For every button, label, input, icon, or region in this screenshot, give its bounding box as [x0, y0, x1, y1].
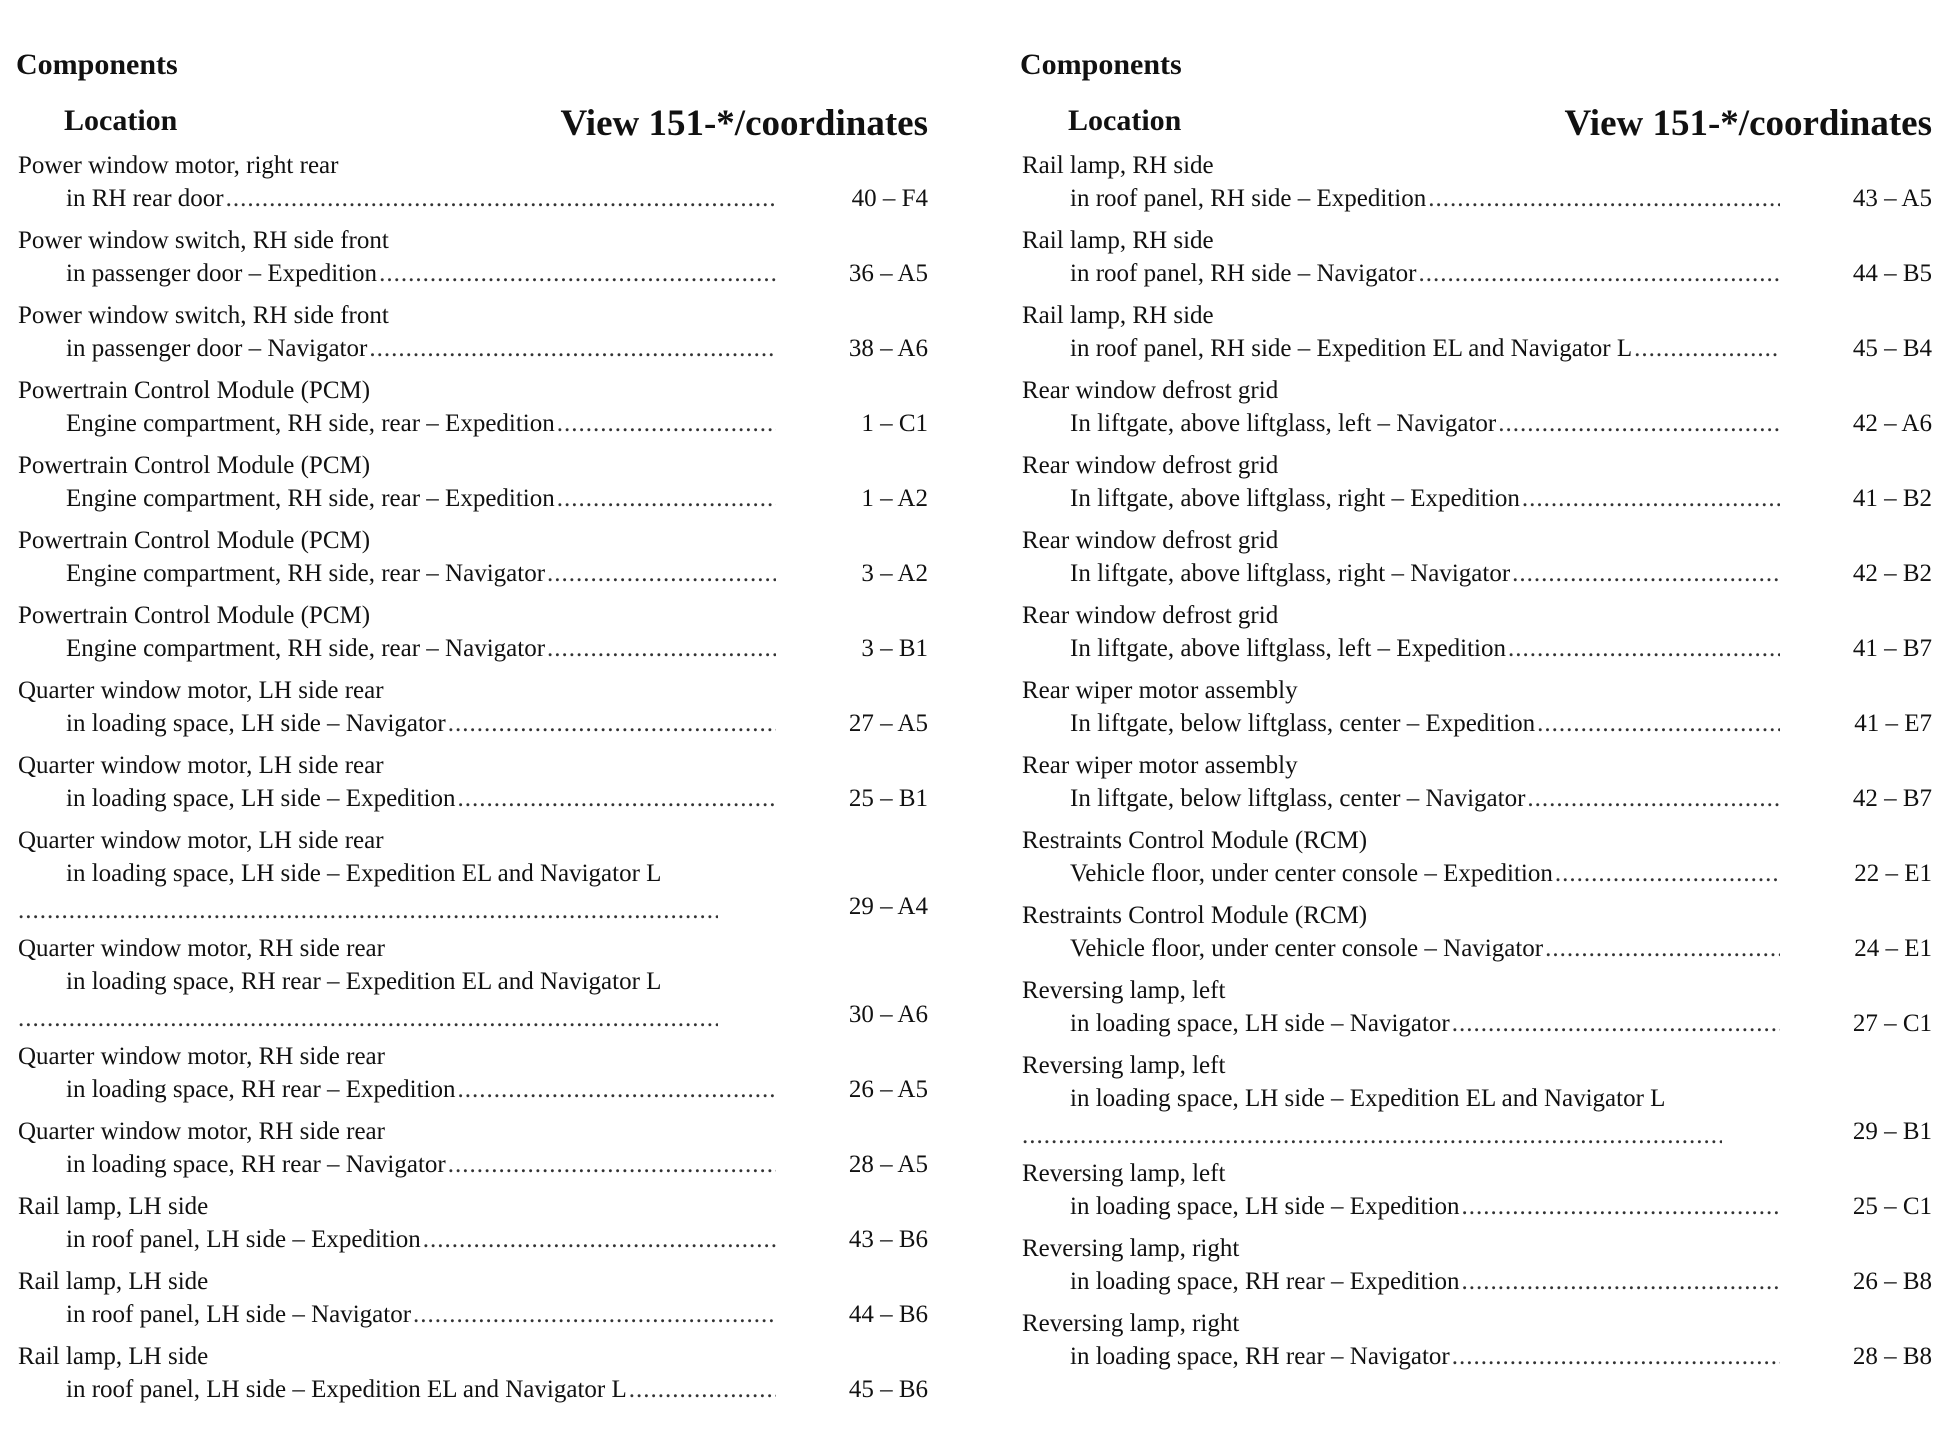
- view-coordinate: 43 – B6: [848, 1226, 928, 1253]
- component-name: Rail lamp, LH side: [18, 1343, 209, 1370]
- component-name: Quarter window motor, LH side rear: [18, 827, 384, 854]
- component-entry: [1018, 1235, 1942, 1310]
- component-entry: [1018, 1160, 1942, 1235]
- component-location: Engine compartment, RH side, rear – Navigator: [66, 560, 546, 587]
- component-entry: [14, 1118, 954, 1193]
- component-name: Rear window defrost grid: [1022, 602, 1279, 629]
- component-location: in loading space, RH rear – Navigator: [66, 1151, 446, 1178]
- component-entry: [14, 602, 954, 677]
- component-location: in loading space, RH rear – Expedition: [1070, 1268, 1460, 1295]
- component-name: Powertrain Control Module (PCM): [18, 452, 371, 479]
- component-location: in loading space, RH rear – Expedition: [66, 1076, 456, 1103]
- view-coordinate: 29 – B1: [1852, 1118, 1932, 1145]
- component-name: Reversing lamp, left: [1022, 977, 1226, 1004]
- view-coordinate: 27 – A5: [848, 710, 928, 737]
- location-header: Location: [1068, 104, 1182, 137]
- component-name: Power window switch, RH side front: [18, 227, 389, 254]
- component-location: in roof panel, RH side – Expedition: [1070, 185, 1427, 212]
- component-entry: [1018, 1310, 1942, 1385]
- component-location: in loading space, LH side – Expedition: [1070, 1193, 1460, 1220]
- component-entry: [14, 1268, 954, 1343]
- component-location: In liftgate, above liftglass, left – Navigator: [1070, 410, 1497, 437]
- view-coordinate: 26 – B8: [1852, 1268, 1932, 1295]
- component-name: Rear wiper motor assembly: [1022, 677, 1298, 704]
- view-coordinate: 42 – B2: [1852, 560, 1932, 587]
- component-location: in roof panel, LH side – Expedition EL and Navigator L: [66, 1376, 627, 1403]
- component-name: Rear window defrost grid: [1022, 527, 1279, 554]
- view-coordinate: 27 – C1: [1852, 1010, 1932, 1037]
- component-name: Rail lamp, RH side: [1022, 152, 1214, 179]
- view-coordinate: 44 – B6: [848, 1301, 928, 1328]
- component-entry: [14, 527, 954, 602]
- component-entry: [1018, 677, 1942, 752]
- component-location: in loading space, LH side – Expedition EL and Navigator L: [1070, 1085, 1666, 1112]
- component-entry: [14, 452, 954, 527]
- component-name: Reversing lamp, left: [1022, 1160, 1226, 1187]
- view-coordinate: 42 – A6: [1852, 410, 1932, 437]
- column-header: [1018, 102, 1942, 152]
- location-header: Location: [64, 104, 178, 137]
- component-entry: [1018, 302, 1942, 377]
- component-entry: [14, 1343, 954, 1418]
- component-entry: [1018, 377, 1942, 452]
- component-name: Rail lamp, LH side: [18, 1193, 209, 1220]
- view-coordinate: 40 – F4: [851, 185, 928, 212]
- component-location: in loading space, LH side – Navigator: [1070, 1010, 1450, 1037]
- component-location: in roof panel, RH side – Expedition EL and Navigator L: [1070, 335, 1633, 362]
- component-location: in passenger door – Expedition: [66, 260, 378, 287]
- view-coordinate: 1 – A2: [861, 485, 928, 512]
- component-location: Engine compartment, RH side, rear – Navigator: [66, 635, 546, 662]
- component-location: in roof panel, LH side – Navigator: [66, 1301, 412, 1328]
- component-location: In liftgate, above liftglass, left – Expedition: [1070, 635, 1506, 662]
- view-coordinate: 26 – A5: [848, 1076, 928, 1103]
- component-location: Vehicle floor, under center console – Navigator: [1070, 935, 1544, 962]
- component-location: in roof panel, LH side – Expedition: [66, 1226, 421, 1253]
- component-list: [1018, 152, 1942, 1385]
- view-coordinate: 41 – B7: [1852, 635, 1932, 662]
- component-entry: [14, 377, 954, 452]
- view-coordinate: 22 – E1: [1854, 860, 1932, 887]
- view-coordinate: 41 – B2: [1852, 485, 1932, 512]
- component-name: Rear window defrost grid: [1022, 377, 1279, 404]
- component-name: Rear wiper motor assembly: [1022, 752, 1298, 779]
- view-coordinate: 1 – C1: [861, 410, 928, 437]
- component-location: in loading space, LH side – Expedition: [66, 785, 456, 812]
- component-entry: [1018, 827, 1942, 902]
- component-name: Restraints Control Module (RCM): [1022, 827, 1368, 854]
- component-name: Rail lamp, RH side: [1022, 302, 1214, 329]
- component-location: in passenger door – Navigator: [66, 335, 368, 362]
- component-entry: [1018, 152, 1942, 227]
- component-name: Quarter window motor, RH side rear: [18, 1043, 385, 1070]
- component-location: In liftgate, above liftglass, right – Navigator: [1070, 560, 1511, 587]
- component-entry: [14, 752, 954, 827]
- view-coordinate: 24 – E1: [1854, 935, 1932, 962]
- component-name: Quarter window motor, RH side rear: [18, 935, 385, 962]
- view-coordinate: 3 – B1: [861, 635, 928, 662]
- view-coordinate: 44 – B5: [1852, 260, 1932, 287]
- dot-leader: [18, 1005, 718, 1033]
- components-heading: Components: [1020, 48, 1182, 81]
- component-name: Reversing lamp, left: [1022, 1052, 1226, 1079]
- component-entry: [14, 1193, 954, 1268]
- view-coordinate: 43 – A5: [1852, 185, 1932, 212]
- component-name: Restraints Control Module (RCM): [1022, 902, 1368, 929]
- component-location: in loading space, LH side – Navigator: [66, 710, 446, 737]
- view-coordinate: 38 – A6: [848, 335, 928, 362]
- component-entry: [1018, 752, 1942, 827]
- view-coordinate: 3 – A2: [861, 560, 928, 587]
- view-coordinate: 42 – B7: [1852, 785, 1932, 812]
- view-coordinate: 25 – B1: [848, 785, 928, 812]
- view-coordinate: 45 – B6: [848, 1376, 928, 1403]
- component-location: in loading space, LH side – Expedition EL and Navigator L: [66, 860, 662, 887]
- view-coordinates-header: View 151-*/coordinates: [560, 103, 928, 144]
- component-entry: [1018, 977, 1942, 1052]
- component-entry: [14, 935, 954, 1043]
- component-name: Power window motor, right rear: [18, 152, 339, 179]
- component-name: Rail lamp, LH side: [18, 1268, 209, 1295]
- component-entry: [14, 677, 954, 752]
- component-entry: [14, 152, 954, 227]
- view-coordinate: 28 – A5: [848, 1151, 928, 1178]
- component-entry: [1018, 602, 1942, 677]
- view-coordinate: 25 – C1: [1852, 1193, 1932, 1220]
- component-location: Engine compartment, RH side, rear – Expedition: [66, 485, 555, 512]
- component-location: In liftgate, above liftglass, right – Expedition: [1070, 485, 1520, 512]
- component-location: in loading space, RH rear – Expedition EL and Navigator L: [66, 968, 662, 995]
- component-name: Quarter window motor, LH side rear: [18, 677, 384, 704]
- component-entry: [1018, 1052, 1942, 1160]
- component-name: Reversing lamp, right: [1022, 1235, 1240, 1262]
- view-coordinate: 30 – A6: [848, 1001, 928, 1028]
- component-name: Power window switch, RH side front: [18, 302, 389, 329]
- component-location: In liftgate, below liftglass, center – Expedition: [1070, 710, 1536, 737]
- view-coordinate: 36 – A5: [848, 260, 928, 287]
- components-heading: Components: [16, 48, 178, 81]
- column-header: [14, 102, 954, 152]
- view-coordinate: 29 – A4: [848, 893, 928, 920]
- component-entry: [1018, 527, 1942, 602]
- dot-leader: [1022, 1122, 1722, 1150]
- component-entry: [14, 827, 954, 935]
- component-location: in loading space, RH rear – Navigator: [1070, 1343, 1450, 1370]
- component-entry: [14, 227, 954, 302]
- component-name: Powertrain Control Module (PCM): [18, 377, 371, 404]
- component-location: Engine compartment, RH side, rear – Expedition: [66, 410, 555, 437]
- view-coordinates-header: View 151-*/coordinates: [1564, 103, 1932, 144]
- view-coordinate: 28 – B8: [1852, 1343, 1932, 1370]
- component-list: [14, 152, 954, 1418]
- component-location: in roof panel, RH side – Navigator: [1070, 260, 1417, 287]
- component-entry: [1018, 227, 1942, 302]
- component-location: In liftgate, below liftglass, center – Navigator: [1070, 785, 1526, 812]
- component-name: Rear window defrost grid: [1022, 452, 1279, 479]
- view-coordinate: 45 – B4: [1852, 335, 1932, 362]
- component-name: Quarter window motor, RH side rear: [18, 1118, 385, 1145]
- component-name: Quarter window motor, LH side rear: [18, 752, 384, 779]
- component-entry: [1018, 902, 1942, 977]
- component-location: Vehicle floor, under center console – Expedition: [1070, 860, 1553, 887]
- dot-leader: [18, 897, 718, 925]
- component-entry: [14, 1043, 954, 1118]
- component-name: Rail lamp, RH side: [1022, 227, 1214, 254]
- component-location: in RH rear door: [66, 185, 224, 212]
- component-entry: [14, 302, 954, 377]
- component-name: Powertrain Control Module (PCM): [18, 527, 371, 554]
- component-name: Powertrain Control Module (PCM): [18, 602, 371, 629]
- component-name: Reversing lamp, right: [1022, 1310, 1240, 1337]
- component-entry: [1018, 452, 1942, 527]
- view-coordinate: 41 – E7: [1854, 710, 1932, 737]
